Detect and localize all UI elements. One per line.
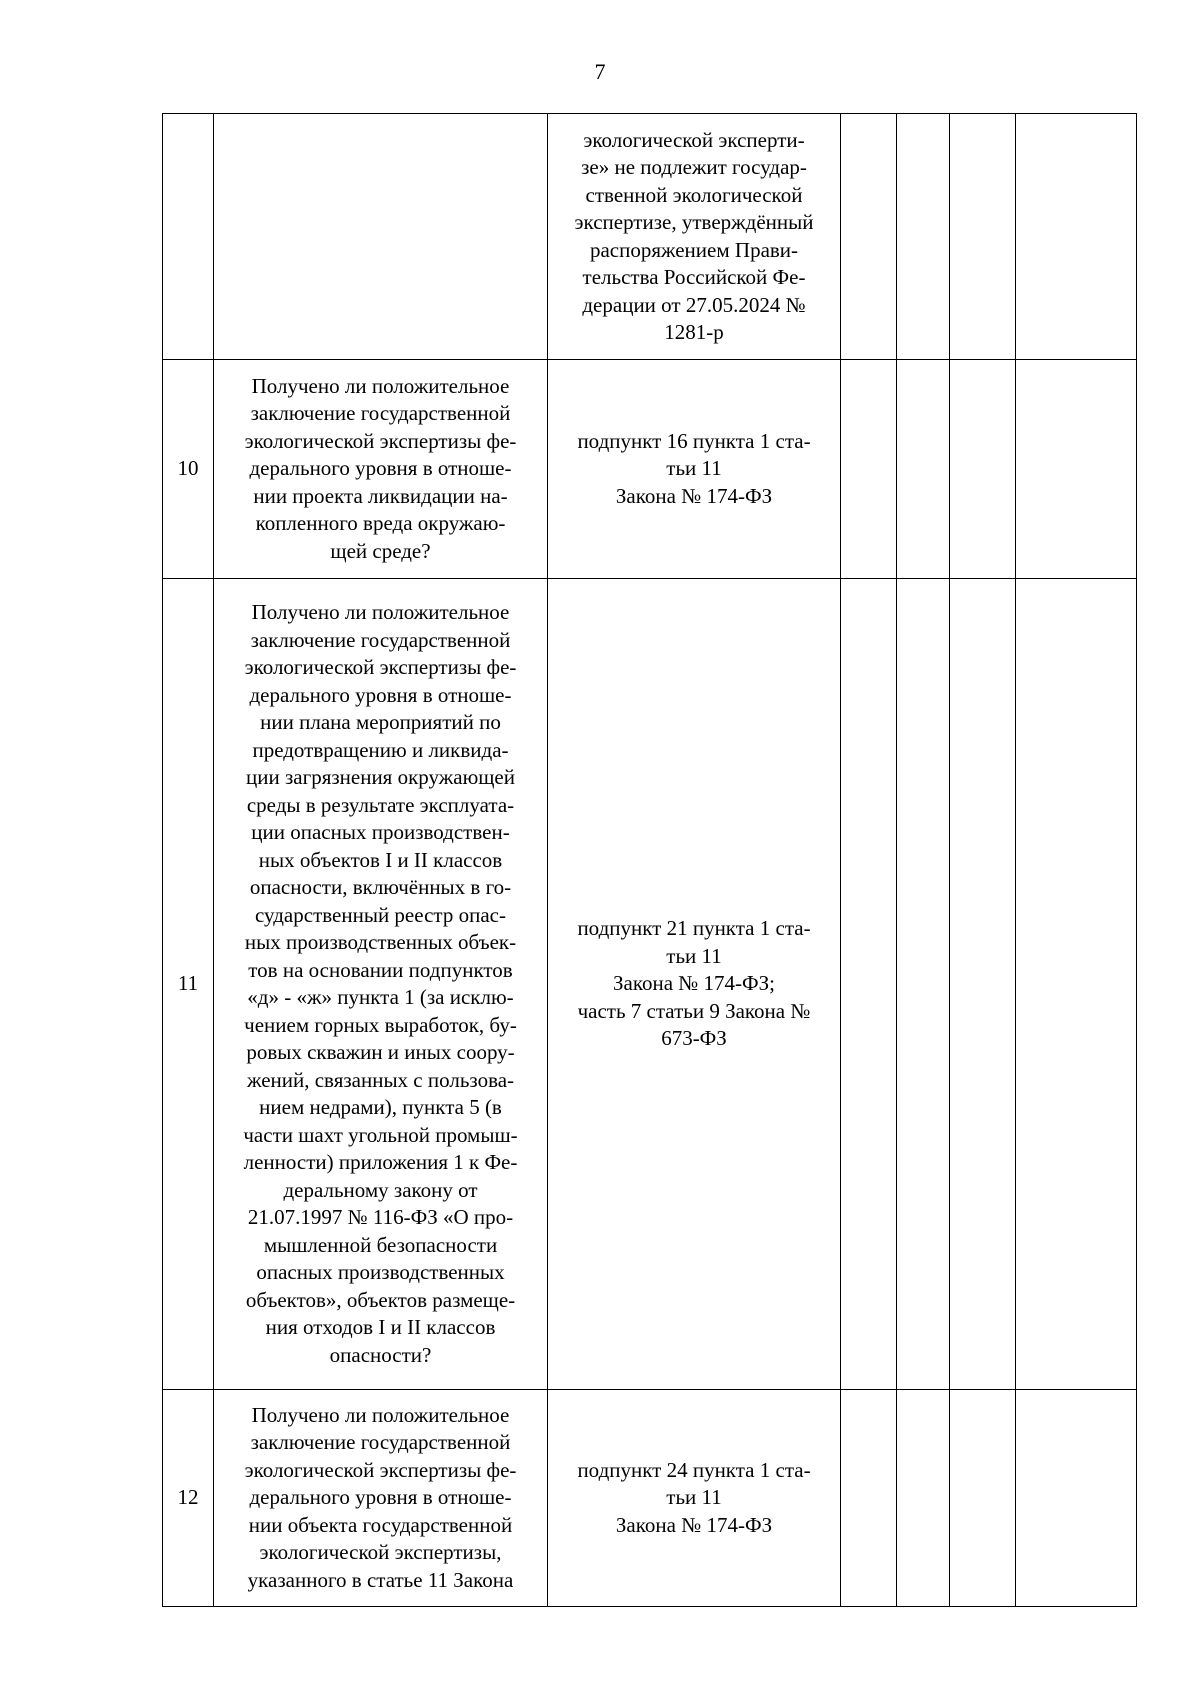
question-text — [220, 599, 541, 1369]
row-number-cell — [163, 114, 214, 360]
question-line: 21.07.1997 № 116-ФЗ «О про- — [247, 1205, 514, 1229]
question-line: объектов», объектов размеще- — [245, 1287, 516, 1312]
question-line: Получено ли положительное — [251, 373, 510, 398]
question-line: экологической экспертизы фе- — [244, 1457, 517, 1482]
legal-reference-cell — [548, 579, 841, 1390]
question-line: опасности, включённых в го- — [249, 875, 512, 899]
table-row — [163, 114, 1137, 360]
question-line: нии плана мероприятий по — [260, 710, 501, 734]
question-line: жений, связанных с пользова- — [246, 1067, 515, 1092]
answer-na-cell — [950, 1390, 1016, 1607]
legal-reference-text — [554, 1457, 834, 1540]
question-line: нием недрами), пункта 5 (в — [259, 1095, 502, 1119]
question-line: ции опасных производствен- — [251, 820, 510, 844]
answer-no-cell — [897, 360, 950, 579]
row-number: 12 — [177, 1485, 199, 1510]
reference-line: тьи 11 — [666, 1485, 722, 1510]
question-line: ных производственных объек- — [244, 930, 517, 954]
legal-reference-cell — [548, 1390, 841, 1607]
reference-line: тьи 11 — [666, 456, 722, 481]
reference-line: распоряжением Прави- — [589, 237, 799, 262]
row-number-cell — [163, 579, 214, 1390]
reference-line: подпункт 21 пункта 1 ста- — [577, 916, 811, 941]
question-line: нии объекта государственной — [248, 1512, 513, 1537]
row-number-cell — [163, 360, 214, 579]
question-line: сударственный реестр опас- — [255, 902, 506, 927]
row-number-cell — [163, 1390, 214, 1607]
answer-yes-cell — [841, 1390, 897, 1607]
question-line: ния отходов I и II классов — [265, 1315, 496, 1339]
question-cell — [214, 1390, 548, 1607]
row-number: 11 — [177, 971, 199, 996]
question-line: ции загрязнения окружающей — [246, 765, 515, 789]
answer-na-cell — [950, 579, 1016, 1390]
table-row — [163, 360, 1137, 579]
page-number: 7 — [594, 59, 606, 84]
question-line: заключение государственной — [250, 627, 511, 652]
reference-line: дерации от 27.05.2024 № — [582, 292, 806, 317]
question-line: ленности) приложения 1 к Фе- — [243, 1150, 518, 1174]
reference-line: ственной экологической — [585, 182, 803, 207]
reference-line: Закона № 174-ФЗ — [615, 483, 773, 508]
question-line: тов на основании подпунктов — [248, 957, 513, 982]
question-line: дерального уровня в отноше- — [249, 456, 512, 481]
answer-no-cell — [897, 1390, 950, 1607]
legal-reference-text — [554, 915, 834, 1053]
question-cell — [214, 579, 548, 1390]
question-line: щей среде? — [330, 538, 431, 563]
answer-no-cell — [897, 114, 950, 360]
question-line: деральному закону от — [283, 1177, 478, 1202]
reference-line: тьи 11 — [666, 943, 722, 968]
reference-line: часть 7 статьи 9 Закона № — [577, 998, 811, 1023]
reference-line: экологической эксперти- — [583, 127, 805, 152]
answer-no-cell — [897, 579, 950, 1390]
reference-line: 1281-р — [664, 320, 724, 344]
question-line: среды в результате эксплуата- — [246, 792, 515, 817]
question-line: заключение государственной — [250, 401, 511, 426]
answer-yes-cell — [841, 579, 897, 1390]
question-line: мышленной безопасности — [263, 1232, 498, 1257]
question-line: дерального уровня в отноше- — [249, 682, 512, 707]
note-cell — [1016, 579, 1137, 1390]
reference-line: подпункт 16 пункта 1 ста- — [577, 428, 811, 453]
legal-reference-cell — [548, 114, 841, 360]
table-body — [163, 114, 1137, 1607]
question-line: части шахт угольной промыш- — [243, 1122, 518, 1147]
question-line: экологической экспертизы фе- — [244, 655, 517, 679]
reference-line: тельства Российской Фе- — [582, 265, 806, 289]
answer-yes-cell — [841, 360, 897, 579]
reference-line: экспертизе, утверждённый — [574, 210, 814, 234]
question-line: экологической экспертизы фе- — [244, 428, 517, 453]
reference-line: 673-ФЗ — [661, 1026, 727, 1051]
question-text — [220, 1402, 541, 1595]
question-line: чением горных выработок, бу- — [244, 1012, 517, 1037]
answer-na-cell — [950, 360, 1016, 579]
question-line: указанного в статье 11 Закона — [247, 1567, 514, 1592]
checklist-table — [162, 113, 1137, 1607]
legal-reference-cell — [548, 360, 841, 579]
question-line: копленного вреда окружаю- — [255, 511, 506, 536]
question-line: ных объектов I и II классов — [258, 847, 503, 872]
reference-line: подпункт 24 пункта 1 ста- — [577, 1457, 811, 1482]
question-line: опасных производственных — [256, 1260, 505, 1284]
table-row — [163, 579, 1137, 1390]
question-line: дерального уровня в отноше- — [249, 1485, 512, 1510]
question-line: «д» - «ж» пункта 1 (за исклю- — [247, 985, 514, 1009]
reference-line: зе» не подлежит государ- — [581, 155, 807, 179]
note-cell — [1016, 360, 1137, 579]
legal-reference-text — [554, 428, 834, 511]
question-line: опасности? — [329, 1342, 432, 1367]
question-line: Получено ли положительное — [251, 1402, 510, 1427]
legal-reference-text — [554, 127, 834, 347]
row-number: 10 — [177, 456, 199, 481]
answer-na-cell — [950, 114, 1016, 360]
question-line: предотвращению и ликвида- — [252, 737, 509, 762]
question-line: заключение государственной — [250, 1430, 511, 1455]
question-line: экологической экспертизы, — [259, 1540, 502, 1565]
question-cell — [214, 114, 548, 360]
reference-line: Закона № 174-ФЗ; — [612, 971, 775, 996]
question-line: Получено ли положительное — [251, 600, 510, 624]
question-line: нии проекта ликвидации на- — [253, 483, 508, 508]
reference-line: Закона № 174-ФЗ — [615, 1512, 773, 1537]
note-cell — [1016, 114, 1137, 360]
answer-yes-cell — [841, 114, 897, 360]
note-cell — [1016, 1390, 1137, 1607]
table-row — [163, 1390, 1137, 1607]
question-cell — [214, 360, 548, 579]
question-line: ровых скважин и иных соору- — [246, 1040, 515, 1064]
question-text — [220, 373, 541, 566]
